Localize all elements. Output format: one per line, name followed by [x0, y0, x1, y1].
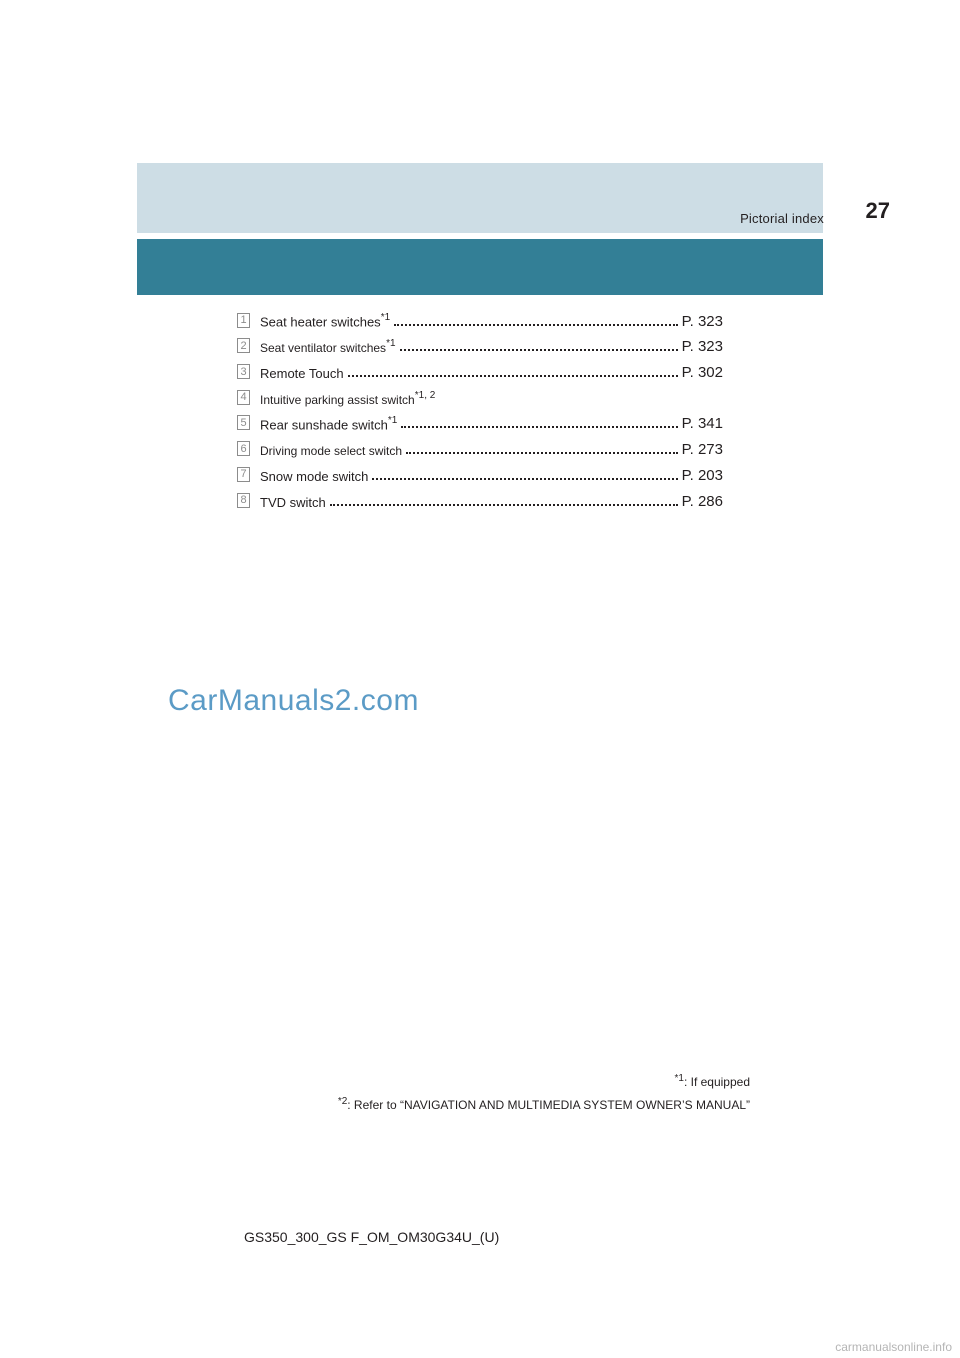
item-number: 7	[237, 467, 250, 482]
index-item[interactable]	[237, 432, 723, 458]
leader-dots	[406, 452, 678, 454]
header-band	[137, 163, 823, 233]
item-label: Seat heater switches$^{*1}$	[260, 312, 391, 330]
index-item[interactable]	[237, 484, 723, 510]
footer-site-watermark: carmanualsonline.info	[835, 1340, 952, 1354]
index-item[interactable]	[237, 330, 723, 356]
item-number: 1	[237, 313, 250, 328]
page-reference[interactable]: P. 203	[681, 466, 723, 484]
index-item[interactable]	[237, 355, 723, 381]
page-reference[interactable]: P. 273	[681, 441, 723, 459]
item-number: 2	[237, 338, 250, 353]
leader-dots	[348, 375, 678, 377]
item-label: TVD switch	[260, 494, 326, 510]
page-reference[interactable]: P. 286	[681, 492, 723, 510]
index-item[interactable]	[237, 304, 723, 330]
item-footnote-mark: *1	[387, 415, 398, 427]
item-number: 4	[237, 390, 250, 405]
page-reference[interactable]: P. 341	[681, 415, 723, 433]
leader-dots	[400, 349, 678, 351]
page-number: 27	[865, 198, 890, 223]
item-label: Seat ventilator switches$^{*1}$	[260, 338, 396, 356]
item-footnote-mark: *1	[386, 338, 396, 350]
page-reference[interactable]: P. 323	[681, 312, 723, 330]
section-title: Pictorial index	[740, 211, 824, 226]
item-number: 8	[237, 493, 250, 508]
leader-dots	[372, 478, 677, 480]
item-footnote-mark: *1, 2	[414, 389, 436, 401]
item-number: 5	[237, 415, 250, 430]
item-number: 6	[237, 441, 250, 456]
header-title-band	[137, 239, 823, 295]
page-reference[interactable]: P. 323	[681, 338, 723, 356]
index-item[interactable]	[237, 407, 723, 433]
item-label: Rear sunshade switch$^{*1}$	[260, 415, 398, 433]
item-label: Remote Touch	[260, 366, 344, 382]
item-number: 3	[237, 364, 250, 379]
pictorial-index-list	[237, 304, 723, 510]
page-reference[interactable]: P. 302	[681, 364, 723, 382]
document-code: GS350_300_GS F_OM_OM30G34U_(U)	[244, 1229, 500, 1245]
footnote-if-equipped: $^{*1}$: If equipped	[674, 1073, 750, 1089]
leader-dots	[330, 504, 678, 506]
footnote-refer-manual: $^{*2}$: Refer to “NAVIGATION AND MULTIMEDIA SYSTEM OWNER’S MANUAL”	[337, 1096, 750, 1112]
index-item[interactable]	[237, 458, 723, 484]
watermark-logo: CarManuals2.com	[168, 684, 419, 717]
item-label: Snow mode switch	[260, 468, 369, 484]
leader-dots	[394, 324, 677, 326]
item-label: Intuitive parking assist switch$^{*1, 2}$	[260, 389, 436, 407]
leader-dots	[401, 426, 677, 428]
index-item[interactable]	[237, 381, 723, 407]
item-label: Driving mode select switch	[260, 444, 403, 459]
item-footnote-mark: *1	[380, 312, 391, 324]
